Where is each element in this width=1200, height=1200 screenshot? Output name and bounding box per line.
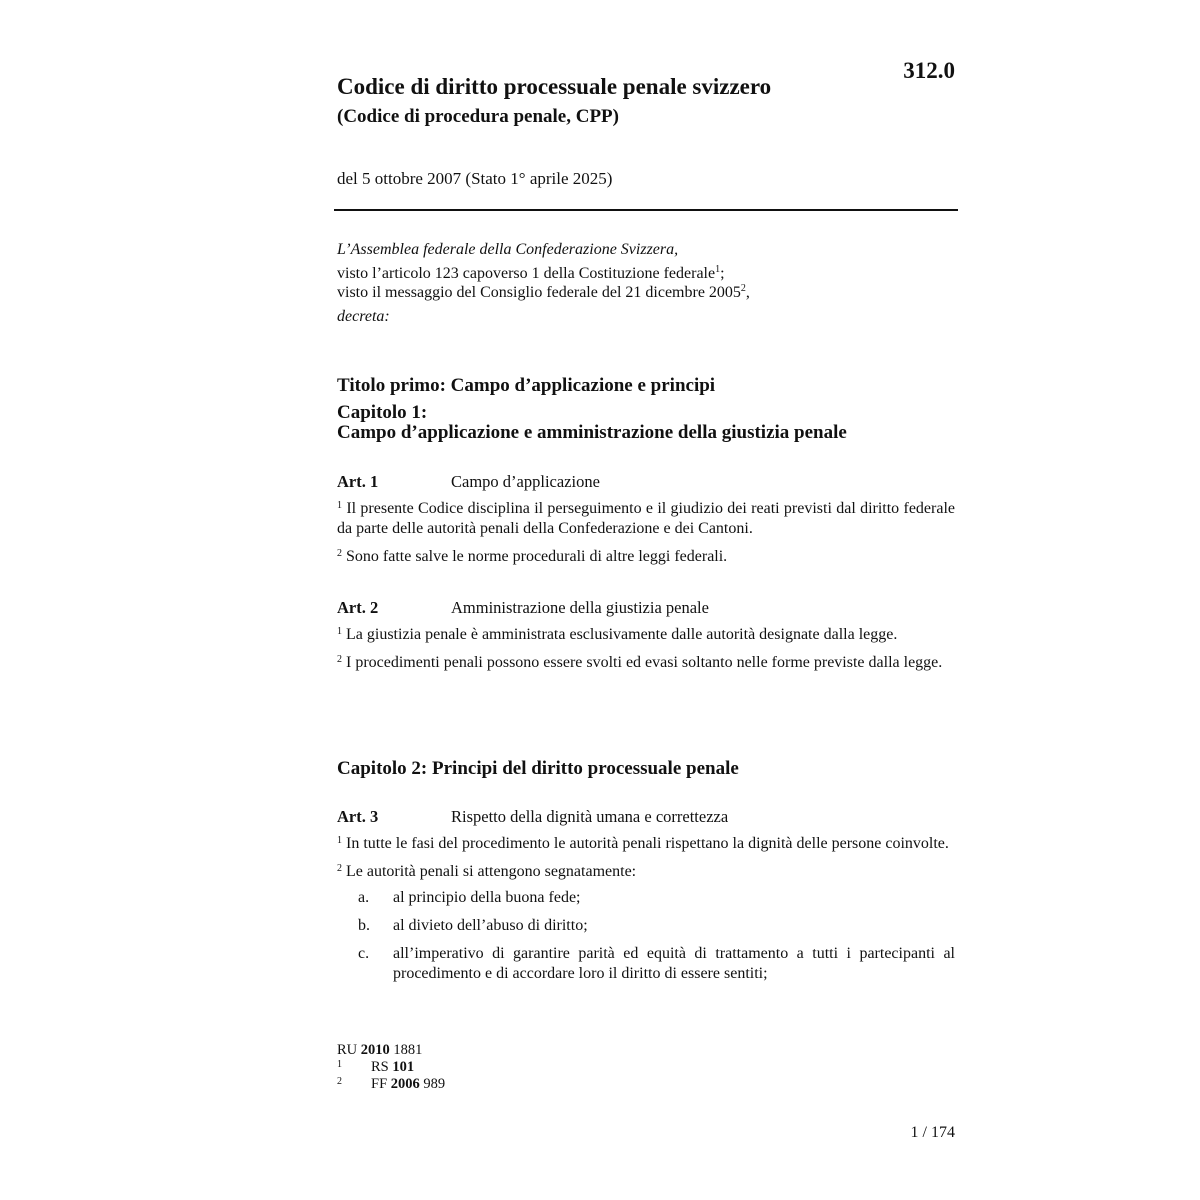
paragraph-number: 1: [337, 835, 342, 846]
list-item: [337, 916, 955, 936]
paragraph-number: 2: [337, 548, 342, 559]
ru-prefix: RU: [337, 1042, 358, 1058]
paragraph-1: [337, 625, 955, 645]
article-2: [337, 597, 955, 673]
title-heading: Titolo primo: Campo d’applicazione e principi: [337, 375, 716, 396]
footnote-suffix: 989: [423, 1076, 446, 1092]
preamble-line-constitution: [337, 264, 957, 284]
chapter-1-number: Capitolo 1:: [337, 402, 428, 423]
preamble-line1-end: ;: [720, 264, 725, 282]
footnotes: [337, 1042, 445, 1093]
paragraph-1: [337, 499, 955, 539]
paragraph-number: 1: [337, 500, 342, 511]
paragraph-2: [337, 862, 955, 882]
document-title: Codice di diritto processuale penale svizzero: [337, 74, 772, 99]
article-title: Campo d’applicazione: [451, 472, 600, 491]
article-2-heading: [337, 597, 955, 619]
article-1: [337, 471, 955, 567]
footnote-ref-1[interactable]: 1: [715, 263, 721, 275]
paragraph-number: 2: [337, 863, 342, 874]
paragraph-text: Il presente Codice disciplina il perseguimento e il giudizio dei reati previsti dal diritto federale da parte delle autorità penali della Confederazione e dei Cantoni.: [337, 500, 956, 537]
preamble-decreta: decreta:: [337, 307, 390, 325]
list-item: [337, 944, 955, 984]
chapter-1-heading: [337, 403, 847, 443]
footnote-text: [371, 1076, 445, 1093]
article-3-heading: [337, 806, 955, 828]
article-title: Rispetto della dignità umana e correttezza: [451, 807, 729, 826]
list-item-text: all’imperativo di garantire parità ed equità di trattamento a tutti i partecipanti al procedimento e di accordare loro il diritto di essere sentiti;: [393, 945, 955, 982]
header-divider: [334, 209, 958, 211]
paragraph-text: La giustizia penale è amministrata esclusivamente dalle autorità designate dalla legge.: [346, 626, 898, 643]
article-1-heading: [337, 471, 955, 493]
paragraph-text: Le autorità penali si attengono segnatamente:: [346, 863, 637, 880]
footnote-number: 2: [337, 1076, 342, 1087]
ru-page: 1881: [393, 1042, 423, 1058]
paragraph-2: [337, 547, 955, 567]
article-title: Amministrazione della giustizia penale: [451, 598, 709, 617]
footnote-prefix: RS: [371, 1059, 389, 1075]
paragraph-text: In tutte le fasi del procedimento le autorità penali rispettano la dignità delle persone coinvolte.: [346, 835, 949, 852]
list-item: [337, 888, 955, 908]
footnote-number: 1: [337, 1059, 342, 1070]
footnote-prefix: FF: [371, 1076, 388, 1092]
footnote-bold: 101: [392, 1059, 415, 1075]
article-3: [337, 806, 955, 992]
document-subtitle: (Codice di procedura penale, CPP): [337, 106, 619, 127]
preamble-line1-text: visto l’articolo 123 capoverso 1 della Costituzione federale: [337, 264, 716, 282]
list-item-label: a.: [358, 889, 370, 906]
footnote-2: [337, 1076, 445, 1093]
preamble-line-message: [337, 283, 957, 303]
sr-number: 312.0: [903, 58, 955, 83]
article-3-list: [337, 888, 955, 984]
article-number: Art. 2: [337, 598, 379, 617]
article-number: Art. 1: [337, 472, 379, 491]
paragraph-text: Sono fatte salve le norme procedurali di altre leggi federali.: [346, 548, 728, 565]
chapter-2-heading: Capitolo 2: Principi del diritto processuale penale: [337, 758, 739, 779]
paragraph-number: 2: [337, 654, 342, 665]
list-item-label: b.: [358, 917, 370, 934]
document-date-status: del 5 ottobre 2007 (Stato 1° aprile 2025): [337, 169, 613, 188]
article-number: Art. 3: [337, 807, 379, 826]
footnote-1: [337, 1059, 445, 1076]
preamble-line2-text: visto il messaggio del Consiglio federale del 21 dicembre 2005: [337, 284, 741, 301]
list-item-label: c.: [358, 945, 370, 962]
paragraph-2: [337, 653, 955, 673]
preamble-assembly: L’Assemblea federale della Confederazione Svizzera,: [337, 241, 679, 258]
list-item-text: al divieto dell’abuso di diritto;: [393, 917, 588, 934]
paragraph-number: 1: [337, 626, 342, 637]
footnote-ref-2[interactable]: 2: [740, 283, 746, 294]
footnote-bold: 2006: [390, 1076, 420, 1092]
official-compilation-ref: [337, 1042, 445, 1059]
paragraph-text: I procedimenti penali possono essere svolti ed evasi soltanto nelle forme previste dalla legge.: [346, 654, 943, 671]
list-item-text: al principio della buona fede;: [393, 889, 581, 906]
chapter-1-name: Campo d’applicazione e amministrazione della giustizia penale: [337, 422, 847, 443]
page-number: 1 / 174: [910, 1124, 955, 1141]
ru-year: 2010: [360, 1042, 390, 1058]
preamble: [337, 240, 957, 326]
paragraph-1: [337, 834, 955, 854]
preamble-line2-end: ,: [745, 284, 750, 301]
footnote-text: [371, 1059, 414, 1076]
